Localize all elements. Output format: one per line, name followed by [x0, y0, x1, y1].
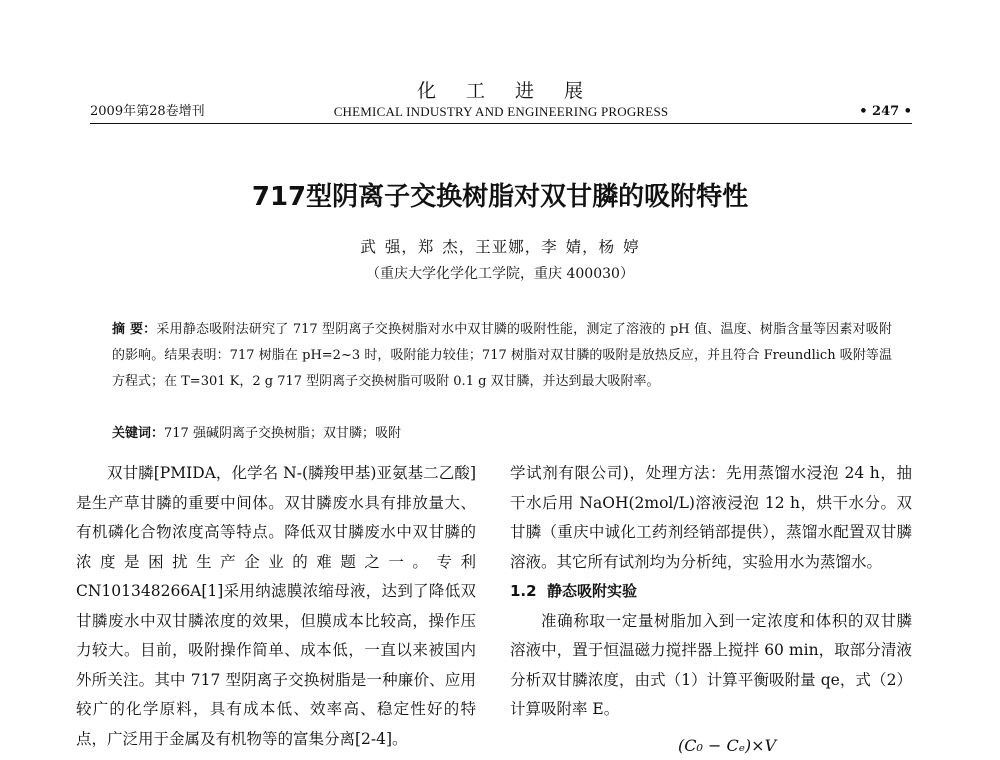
running-header — [90, 101, 912, 123]
keywords-text: 717 强碱阴离子交换树脂；双甘膦；吸附 — [164, 426, 401, 441]
section-number: 1.2 — [510, 582, 537, 600]
intro-paragraph: 双甘膦[PMIDA，化学名 N-(膦羧甲基)亚氨基二乙酸]是生产草甘膦的重要中间体。双甘膦废水具有排放量大、有机磷化合物浓度高等特点。降低双甘膦废水中双甘膦的浓度是困扰生产企业的难题之一。专利 CN101348266A[1]采用纳滤膜浓缩母液，达到了降低双甘膦废水中双甘膦浓度的效果，但膜成本比较高，操作压力较大。目前，吸附操作简单、成本低，一直以来被国内外所关注。其中 717 型阴离子交换树脂是一种廉价、应用较广的化学原料，具有成本低、效率高、稳定性好的特点，广泛用于金属及有机物等的富集分离[2-4]。 — [76, 464, 476, 748]
article-title: 717型阴离子交换树脂对双甘膦的吸附特性 — [251, 182, 749, 212]
issue-info: 2009年第28卷增刊 — [90, 104, 205, 119]
abstract-label: 摘 要： — [112, 322, 157, 337]
keywords-label: 关键词： — [112, 426, 165, 441]
body-column-right — [510, 459, 912, 725]
abstract-text: 采用静态吸附法研究了 717 型阴离子交换树脂对水中双甘膦的吸附性能，测定了溶液的 pH 值、温度、树脂含量等因素对吸附的影响。结果表明：717 树脂在 pH=2~3 时，吸附能力较佳；717 树脂对双甘膦的吸附是放热反应，并且符合 Freundlich 吸附等温方程式；在 T=301 K，2 g 717 型阴离子交换树脂可吸附 0.1 g 双甘膦，并达到最大吸附率。 — [112, 322, 892, 389]
keywords — [112, 421, 892, 447]
equation-fragment: (C₀ − Cₑ)×V — [678, 736, 777, 755]
method-paragraph: 准确称取一定量树脂加入到一定浓度和体积的双甘膦溶液中，置于恒温磁力搅拌器上搅拌 60 min，取部分清液分析双甘膦浓度，由式（1）计算平衡吸附量 qe，式（2）计算吸附率 E。 — [510, 611, 912, 718]
journal-name-cn: 化工进展 — [416, 80, 613, 102]
page-number: • 247 • — [859, 104, 912, 119]
section-heading — [510, 577, 912, 607]
abstract — [112, 317, 892, 395]
section-title: 静态吸附实验 — [547, 582, 638, 600]
journal-name-en: CHEMICAL INDUSTRY AND ENGINEERING PROGRESS — [333, 104, 669, 119]
body-column-left — [76, 459, 476, 754]
header-rule — [90, 123, 912, 124]
author-list: 武 强，郑 杰，王亚娜，李 婧，杨 婷 — [360, 238, 640, 256]
materials-paragraph: 学试剂有限公司)，处理方法：先用蒸馏水浸泡 24 h，抽干水后用 NaOH(2mol/L)溶液浸泡 12 h，烘干水分。双甘膦（重庆中诚化工药剂经销部提供），蒸馏水配置双甘膦溶液。其它所有试剂均为分析纯，实验用水为蒸馏水。 — [510, 464, 912, 571]
affiliation: （重庆大学化学化工学院，重庆 400030） — [366, 266, 634, 282]
